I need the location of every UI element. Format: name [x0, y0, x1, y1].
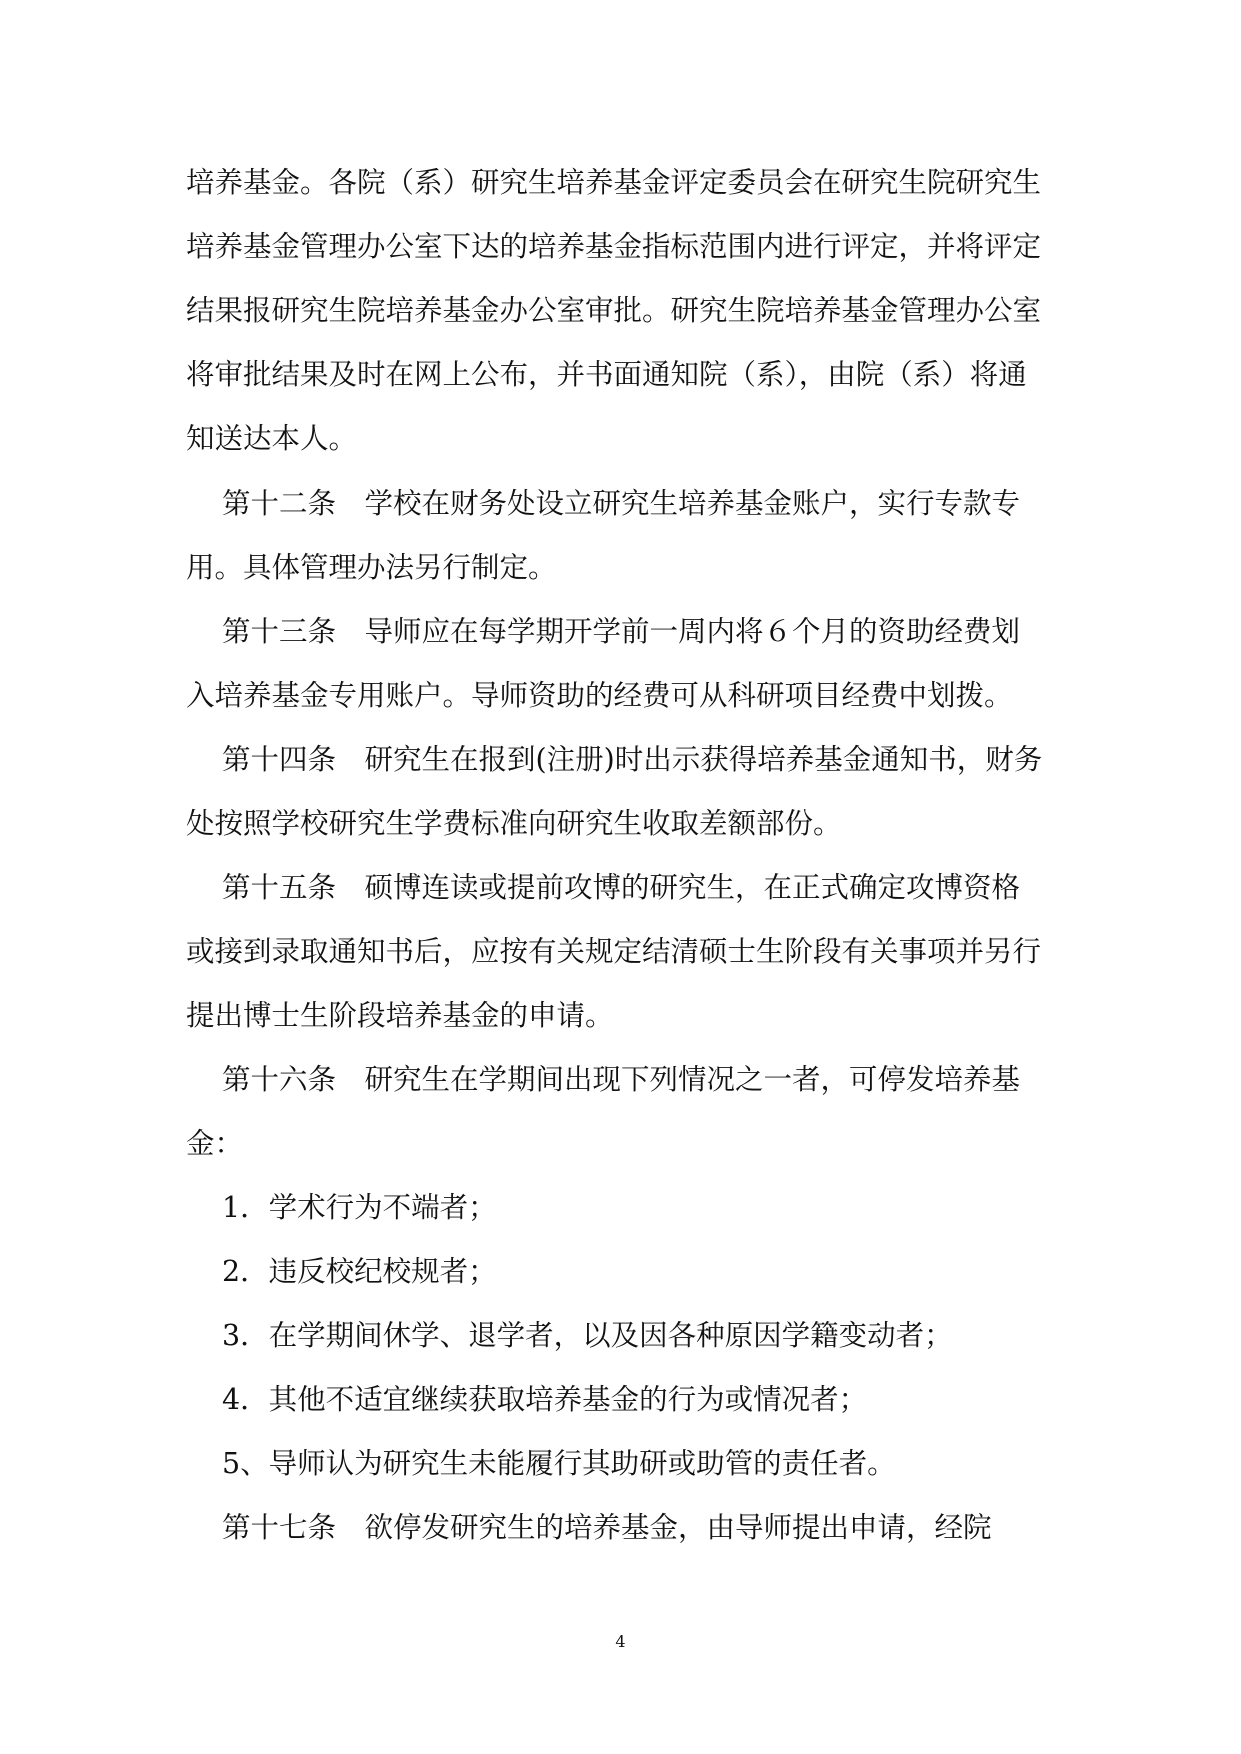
list-item: 1．学术行为不端者； — [222, 1191, 497, 1224]
text-line: 或接到录取通知书后，应按有关规定结清硕士生阶段有关事项并另行 — [186, 935, 1042, 968]
article-14-heading-line: 第十四条 研究生在报到(注册)时出示获得培养基金通知书，财务 — [222, 743, 1043, 776]
text-line: 将审批结果及时在网上公布，并书面通知院（系），由院（系）将通 — [186, 358, 1027, 391]
text-line: 金： — [186, 1127, 244, 1160]
article-15-heading-line: 第十五条 硕博连读或提前攻博的研究生，在正式确定攻博资格 — [222, 871, 1021, 904]
text-line: 知送达本人。 — [186, 422, 358, 455]
text-line: 用。具体管理办法另行制定。 — [186, 551, 557, 584]
list-item: 4．其他不适宜继续获取培养基金的行为或情况者； — [222, 1383, 868, 1416]
text-line: 结果报研究生院培养基金办公室审批。研究生院培养基金管理办公室 — [186, 294, 1042, 327]
text-line: 培养基金。各院（系）研究生培养基金评定委员会在研究生院研究生 — [186, 166, 1042, 199]
text-line: 入培养基金专用账户。导师资助的经费可从科研项目经费中划拨。 — [186, 679, 1013, 712]
list-item: 3．在学期间休学、退学者，以及因各种原因学籍变动者； — [222, 1319, 953, 1352]
article-13-heading-line: 第十三条 导师应在每学期开学前一周内将６个月的资助经费划 — [222, 615, 1021, 648]
article-16-heading-line: 第十六条 研究生在学期间出现下列情况之一者，可停发培养基 — [222, 1063, 1021, 1096]
page-number: 4 — [615, 1632, 626, 1651]
text-line: 提出博士生阶段培养基金的申请。 — [186, 999, 614, 1032]
text-line: 处按照学校研究生学费标准向研究生收取差额部份。 — [186, 807, 842, 840]
list-item: 2．违反校纪校规者； — [222, 1255, 497, 1288]
text-line: 培养基金管理办公室下达的培养基金指标范围内进行评定，并将评定 — [186, 230, 1042, 263]
article-17-heading-line: 第十七条 欲停发研究生的培养基金，由导师提出申请，经院 — [222, 1511, 992, 1544]
list-item: 5、导师认为研究生未能履行其助研或助管的责任者。 — [222, 1447, 896, 1480]
article-12-heading-line: 第十二条 学校在财务处设立研究生培养基金账户，实行专款专 — [222, 487, 1021, 520]
